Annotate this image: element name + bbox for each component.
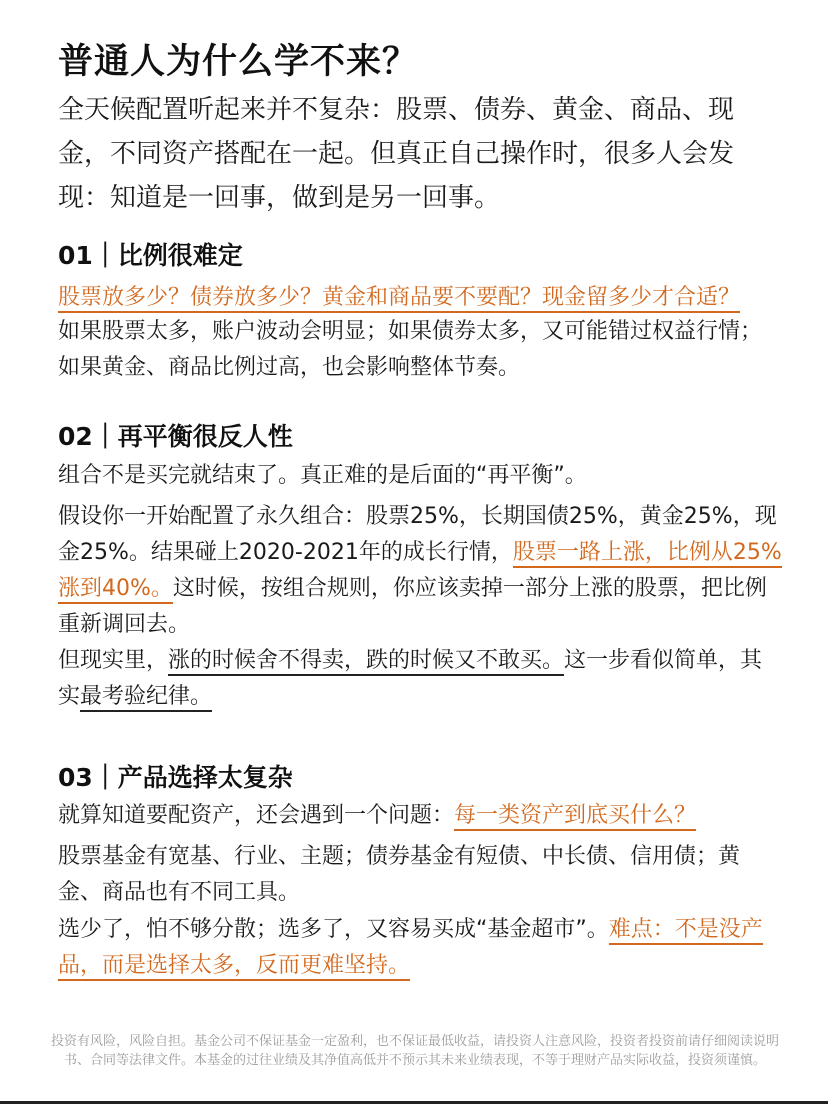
- section-02-intro: 组合不是买完就结束了。真正难的是后面的“再平衡”。: [58, 463, 587, 488]
- section-03-question: [58, 798, 783, 834]
- page-title: 普通人为什么学不来？: [58, 42, 419, 82]
- section-02-example-text-a: 假设你一开始配置了永久组合：股票25%，长期国债25%，黄金25%，现金25%。结果碰上2020-2021年的成长行情，: [58, 504, 777, 565]
- section-01-body: 如果股票太多，账户波动会明显；如果债券太多，又可能错过权益行情；如果黄金、商品比例过高，也会影响整体节奏。: [58, 319, 763, 380]
- section-03-body: 股票基金有宽基、行业、主题；债券基金有短债、中长债、信用债；黄金、商品也有不同工具。: [58, 844, 741, 905]
- section-02-example: [58, 499, 783, 643]
- section-03-conclusion-text: 选少了，怕不够分散；选多了，又容易买成“基金超市”。: [58, 917, 609, 942]
- section-03-title: 03｜产品选择太复杂: [58, 763, 293, 792]
- section-01-highlight: 股票放多少？债券放多少？黄金和商品要不要配？现金留多少才合适？: [58, 285, 740, 313]
- risk-disclaimer: 投资有风险，风险自担。基金公司不保证基金一定盈利，也不保证最低收益，请投资人注意风险，投资者投资前请仔细阅读说明书、合同等法律文件。本基金的过往业绩及其净值高低并不预示其未来业绩表现，不等于理财产品实际收益，投资须谨慎。: [50, 1034, 779, 1068]
- section-03-question-text: 就算知道要配资产，还会遇到一个问题：: [58, 803, 455, 828]
- section-02-example-text-b: 这时候，按组合规则，你应该卖掉一部分上涨的股票，把比例重新调回去。: [58, 576, 767, 637]
- section-02-reality: [58, 643, 783, 715]
- section-02-reality-text-a: 但现实里，: [58, 648, 169, 673]
- section-02-underline-1: 涨的时候舍不得卖，跌的时候又不敢买。: [168, 648, 564, 676]
- section-03-conclusion-highlight: 难点：不是没产品，而是选择太多，反而更难坚持。: [58, 917, 763, 981]
- section-02-underline-2: 最考验纪律。: [80, 684, 212, 712]
- section-01-question: [58, 280, 783, 316]
- section-02-highlight: 股票一路上涨，比例从25%涨到40%。: [58, 540, 782, 604]
- section-01-title: 01｜比例很难定: [58, 241, 243, 270]
- section-02-reality-text-b: 这一步看似简单，其实: [58, 648, 763, 709]
- section-02-title: 02｜再平衡很反人性: [58, 422, 293, 451]
- section-03-conclusion: [58, 912, 783, 984]
- section-03-highlight: 每一类资产到底买什么？: [454, 803, 696, 831]
- intro-paragraph: 全天候配置听起来并不复杂：股票、债券、黄金、商品、现金，不同资产搭配在一起。但真正自己操作时，很多人会发现：知道是一回事，做到是另一回事。: [58, 95, 735, 213]
